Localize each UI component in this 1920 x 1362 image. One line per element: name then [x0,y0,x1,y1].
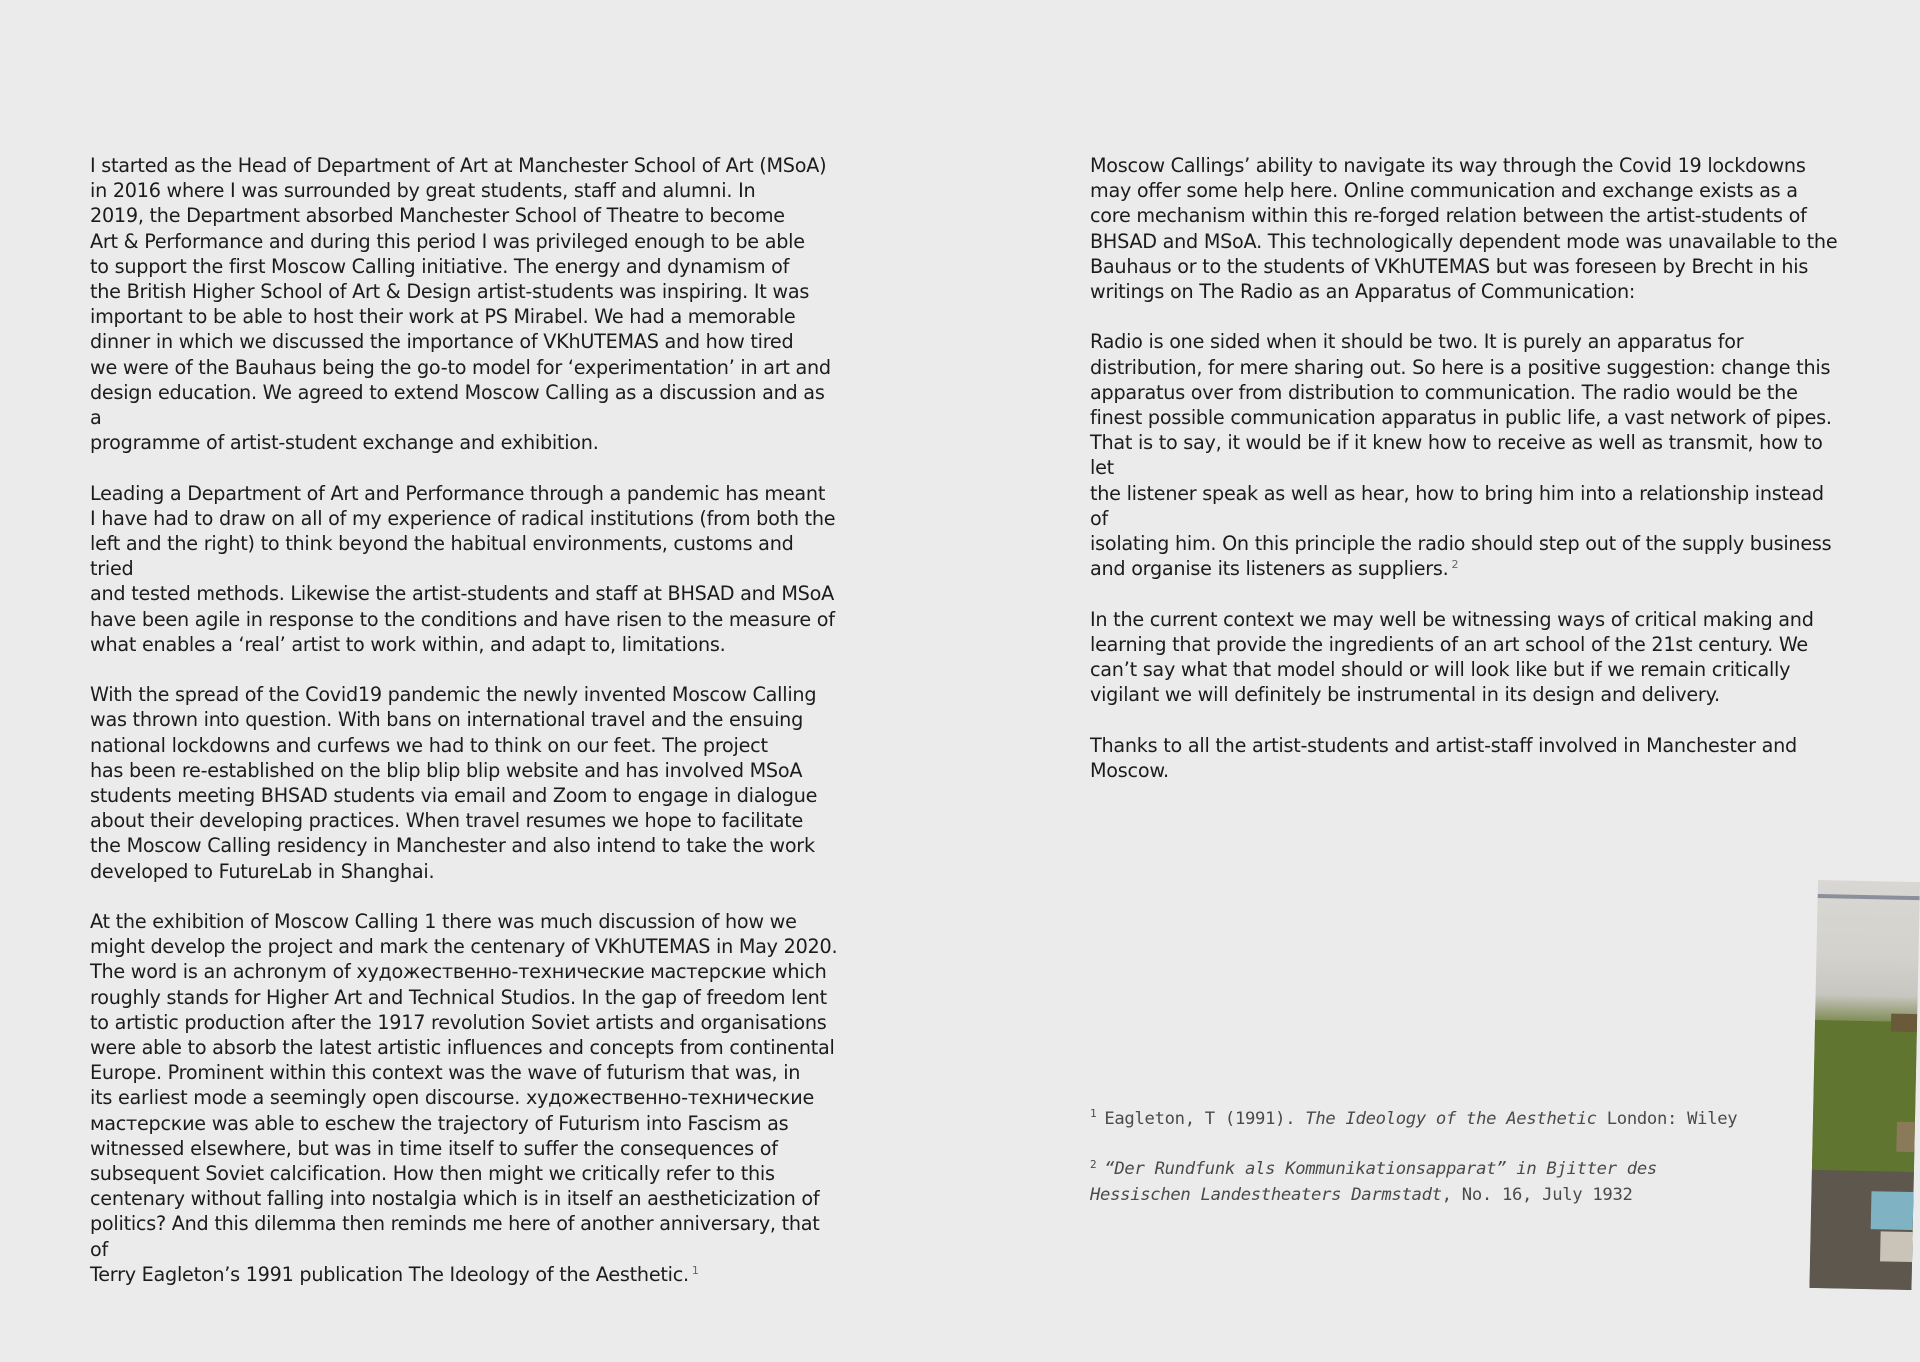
body-paragraph: Moscow Callings’ ability to navigate its way through the Covid 19 lockdowns may offer some help here. Online communication and exchange exists as a core mechanism within this re-forged relation between the artist-students of BHSAD and MSoA. This technologically dependent mode was unavailable to the Bauhaus or to the students of VKhUTEMAS but was foreseen by Brecht in his writings on The Radio as an Apparatus of Communication: [1090,154,1838,304]
footnotes [1090,1107,1830,1233]
left-text-column [90,153,840,1312]
body-paragraph: In the current context we may well be witnessing ways of critical making and learning that provide the ingredients of an art school of the 21st century. We can’t say what that model should or will look like but if we remain critically vigilant we will definitely be instrumental in its design and delivery. [1090,607,1814,707]
photo-model-object [1896,1122,1915,1152]
photo-ceiling-light [1818,894,1920,900]
body-paragraph: Leading a Department of Art and Performance through a pandemic has meant I have had to draw on all of my experience of radical institutions (from both the left and the right) to think beyond the habitual environments, customs and tried and tested methods. Likewise the artist-students and staff at BHSAD and MSoA have been agile in response to the conditions and have risen to the measure of what enables a ‘real’ artist to work within, and adapt to, limitations. [90,481,836,656]
brecht-quote [1090,329,1840,581]
footnote-title: “Der Rundfunk als Kommunikationsapparat” in Bjitter des Hessischen Landestheaters Darmstadt [1090,1159,1657,1205]
photo-model-object [1891,1014,1917,1033]
body-paragraph-text: At the exhibition of Moscow Calling 1 there was much discussion of how we might develop the project and mark the centenary of VKhUTEMAS in May 2020. The word is an achronym of художественно-технические мастерские which roughly stands for Higher Art and Technical Studios. In the gap of freedom lent to artistic production after the 1917 revolution Soviet artists and organisations were able to absorb the latest artistic influences and concepts from continental Europe. Prominent within this context was the wave of futurism that was, in its earliest mode a seemingly open discourse. художественно-технические мастерские was able to eschew the trajectory of Futurism into Fascism as witnessed elsewhere, but was in time itself to suffer the consequences of subsequent Soviet calcification. How then might we critically refer to this centenary without falling into nostalgia which is in itself an aestheticization of politics? And this dilemma then reminds me here of another anniversary, that of Terry Eagleton’s 1991 publication The Ideology of the Aesthetic. [90,910,838,1286]
footnote-reference: 2 [1451,557,1459,571]
footnote-text-tail: London: Wiley [1596,1109,1738,1129]
right-text-column [1090,153,1840,808]
footnote-title: The Ideology of the Aesthetic [1305,1109,1597,1129]
body-paragraph-with-footnote [90,909,840,1287]
footnote-number: 1 [1090,1107,1097,1121]
footnote-1 [1090,1107,1830,1132]
photo-model-object [1871,1191,1914,1230]
footnote-text: Eagleton, T (1991). [1104,1109,1306,1129]
footnote-text-tail: , No. 16, July 1932 [1441,1184,1633,1205]
footnote-2 [1090,1157,1830,1207]
photo-floor [1809,1170,1913,1290]
footnote-reference: 1 [691,1263,699,1277]
body-paragraph: Thanks to all the artist-students and artist-staff involved in Manchester and Moscow. [1090,733,1797,782]
exhibition-photo [1809,880,1920,1290]
quote-text: Radio is one sided when it should be two. It is purely an apparatus for distribution, for mere sharing out. So here is a positive suggestion: change this apparatus over from distribution to communication. The radio would be the finest possible communication apparatus in public life, a vast network of pipes. That is to say, it would be if it knew how to receive as well as transmit, how to let the listener speak as well as hear, how to bring him into a relationship instead of isolating him. On this principle the radio should step out of the supply business and organise its listeners as suppliers. [1090,330,1832,581]
photo-model-object [1880,1231,1913,1262]
footnote-number: 2 [1090,1157,1097,1171]
body-paragraph: I started as the Head of Department of Art at Manchester School of Art (MSoA) in 2016 where I was surrounded by great students, staff and alumni. In 2019, the Department absorbed Manchester School of Theatre to become Art & Performance and during this period I was privileged enough to be able to support the first Moscow Calling initiative. The energy and dynamism of the British Higher School of Art & Design artist-students was inspiring. It was important to be able to host their work at PS Mirabel. We had a memorable dinner in which we discussed the importance of VKhUTEMAS and how tired we were of the Bauhaus being the go-to model for ‘experimentation’ in art and design education. We agreed to extend Moscow Calling as a discussion and as a programme of artist-student exchange and exhibition. [90,154,831,455]
body-paragraph: With the spread of the Covid19 pandemic the newly invented Moscow Calling was thrown into question. With bans on international travel and the ensuing national lockdowns and curfews we had to think on our feet. The project has been re-established on the blip blip blip website and has involved MSoA students meeting BHSAD students via email and Zoom to engage in dialogue about their developing practices. When travel resumes we hope to facilitate the Moscow Calling residency in Manchester and also intend to take the work developed to FutureLab in Shanghai. [90,683,818,883]
